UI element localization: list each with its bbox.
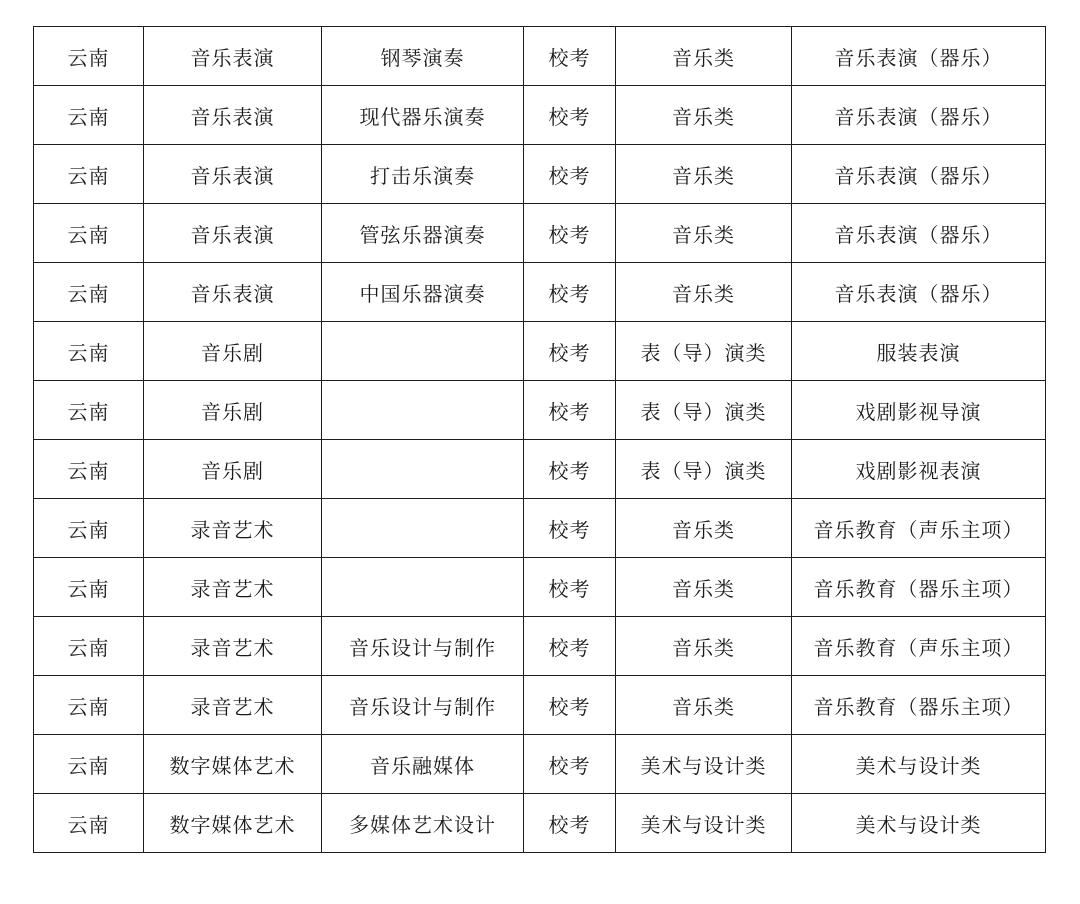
province-cell: 云南	[34, 263, 144, 322]
province-cell: 云南	[34, 27, 144, 86]
table-body	[34, 27, 1046, 853]
province-cell: 云南	[34, 204, 144, 263]
table-row	[34, 617, 1046, 676]
table-row	[34, 322, 1046, 381]
province-cell: 云南	[34, 676, 144, 735]
direction-cell: 音乐设计与制作	[322, 617, 524, 676]
sub-category-cell: 戏剧影视导演	[792, 381, 1046, 440]
major-cell: 音乐剧	[144, 381, 322, 440]
table-row	[34, 86, 1046, 145]
exam-type-cell: 校考	[524, 735, 616, 794]
table-row	[34, 145, 1046, 204]
exam-type-cell: 校考	[524, 381, 616, 440]
exam-type-cell: 校考	[524, 27, 616, 86]
province-cell: 云南	[34, 617, 144, 676]
major-cell: 录音艺术	[144, 499, 322, 558]
direction-cell: 管弦乐器演奏	[322, 204, 524, 263]
direction-cell: 中国乐器演奏	[322, 263, 524, 322]
major-cell: 录音艺术	[144, 676, 322, 735]
province-cell: 云南	[34, 86, 144, 145]
direction-cell: 音乐融媒体	[322, 735, 524, 794]
province-cell: 云南	[34, 381, 144, 440]
major-cell: 音乐剧	[144, 322, 322, 381]
province-cell: 云南	[34, 145, 144, 204]
table-row	[34, 204, 1046, 263]
category-cell: 音乐类	[616, 204, 792, 263]
major-cell: 音乐剧	[144, 440, 322, 499]
category-cell: 音乐类	[616, 499, 792, 558]
province-cell: 云南	[34, 322, 144, 381]
exam-type-cell: 校考	[524, 499, 616, 558]
category-cell: 表（导）演类	[616, 381, 792, 440]
category-cell: 美术与设计类	[616, 735, 792, 794]
table-row	[34, 558, 1046, 617]
sub-category-cell: 美术与设计类	[792, 794, 1046, 853]
sub-category-cell: 音乐表演（器乐）	[792, 27, 1046, 86]
table-row	[34, 440, 1046, 499]
major-cell: 音乐表演	[144, 86, 322, 145]
major-cell: 数字媒体艺术	[144, 794, 322, 853]
category-cell: 美术与设计类	[616, 794, 792, 853]
table-row	[34, 499, 1046, 558]
direction-cell	[322, 381, 524, 440]
table-row	[34, 735, 1046, 794]
exam-type-cell: 校考	[524, 558, 616, 617]
category-cell: 音乐类	[616, 27, 792, 86]
category-cell: 音乐类	[616, 86, 792, 145]
major-cell: 音乐表演	[144, 204, 322, 263]
exam-type-cell: 校考	[524, 322, 616, 381]
major-cell: 音乐表演	[144, 145, 322, 204]
table-row	[34, 27, 1046, 86]
sub-category-cell: 美术与设计类	[792, 735, 1046, 794]
sub-category-cell: 音乐教育（器乐主项）	[792, 676, 1046, 735]
sub-category-cell: 音乐表演（器乐）	[792, 204, 1046, 263]
direction-cell	[322, 558, 524, 617]
direction-cell: 钢琴演奏	[322, 27, 524, 86]
category-cell: 音乐类	[616, 145, 792, 204]
exam-type-cell: 校考	[524, 676, 616, 735]
province-cell: 云南	[34, 558, 144, 617]
category-cell: 音乐类	[616, 263, 792, 322]
major-cell: 录音艺术	[144, 558, 322, 617]
province-cell: 云南	[34, 499, 144, 558]
exam-type-cell: 校考	[524, 145, 616, 204]
admission-table	[33, 26, 1046, 853]
exam-type-cell: 校考	[524, 204, 616, 263]
category-cell: 表（导）演类	[616, 322, 792, 381]
sub-category-cell: 音乐教育（器乐主项）	[792, 558, 1046, 617]
sub-category-cell: 音乐教育（声乐主项）	[792, 617, 1046, 676]
direction-cell	[322, 322, 524, 381]
major-cell: 音乐表演	[144, 27, 322, 86]
major-cell: 音乐表演	[144, 263, 322, 322]
category-cell: 音乐类	[616, 676, 792, 735]
sub-category-cell: 戏剧影视表演	[792, 440, 1046, 499]
sub-category-cell: 音乐表演（器乐）	[792, 145, 1046, 204]
province-cell: 云南	[34, 440, 144, 499]
province-cell: 云南	[34, 794, 144, 853]
direction-cell: 现代器乐演奏	[322, 86, 524, 145]
direction-cell	[322, 440, 524, 499]
direction-cell: 音乐设计与制作	[322, 676, 524, 735]
category-cell: 音乐类	[616, 558, 792, 617]
table-row	[34, 676, 1046, 735]
table-row	[34, 263, 1046, 322]
exam-type-cell: 校考	[524, 794, 616, 853]
major-cell: 数字媒体艺术	[144, 735, 322, 794]
exam-type-cell: 校考	[524, 440, 616, 499]
category-cell: 音乐类	[616, 617, 792, 676]
direction-cell: 多媒体艺术设计	[322, 794, 524, 853]
category-cell: 表（导）演类	[616, 440, 792, 499]
sub-category-cell: 音乐表演（器乐）	[792, 86, 1046, 145]
sub-category-cell: 音乐表演（器乐）	[792, 263, 1046, 322]
province-cell: 云南	[34, 735, 144, 794]
direction-cell	[322, 499, 524, 558]
exam-type-cell: 校考	[524, 263, 616, 322]
major-cell: 录音艺术	[144, 617, 322, 676]
direction-cell: 打击乐演奏	[322, 145, 524, 204]
exam-type-cell: 校考	[524, 617, 616, 676]
exam-type-cell: 校考	[524, 86, 616, 145]
table-row	[34, 794, 1046, 853]
sub-category-cell: 音乐教育（声乐主项）	[792, 499, 1046, 558]
table-row	[34, 381, 1046, 440]
sub-category-cell: 服装表演	[792, 322, 1046, 381]
